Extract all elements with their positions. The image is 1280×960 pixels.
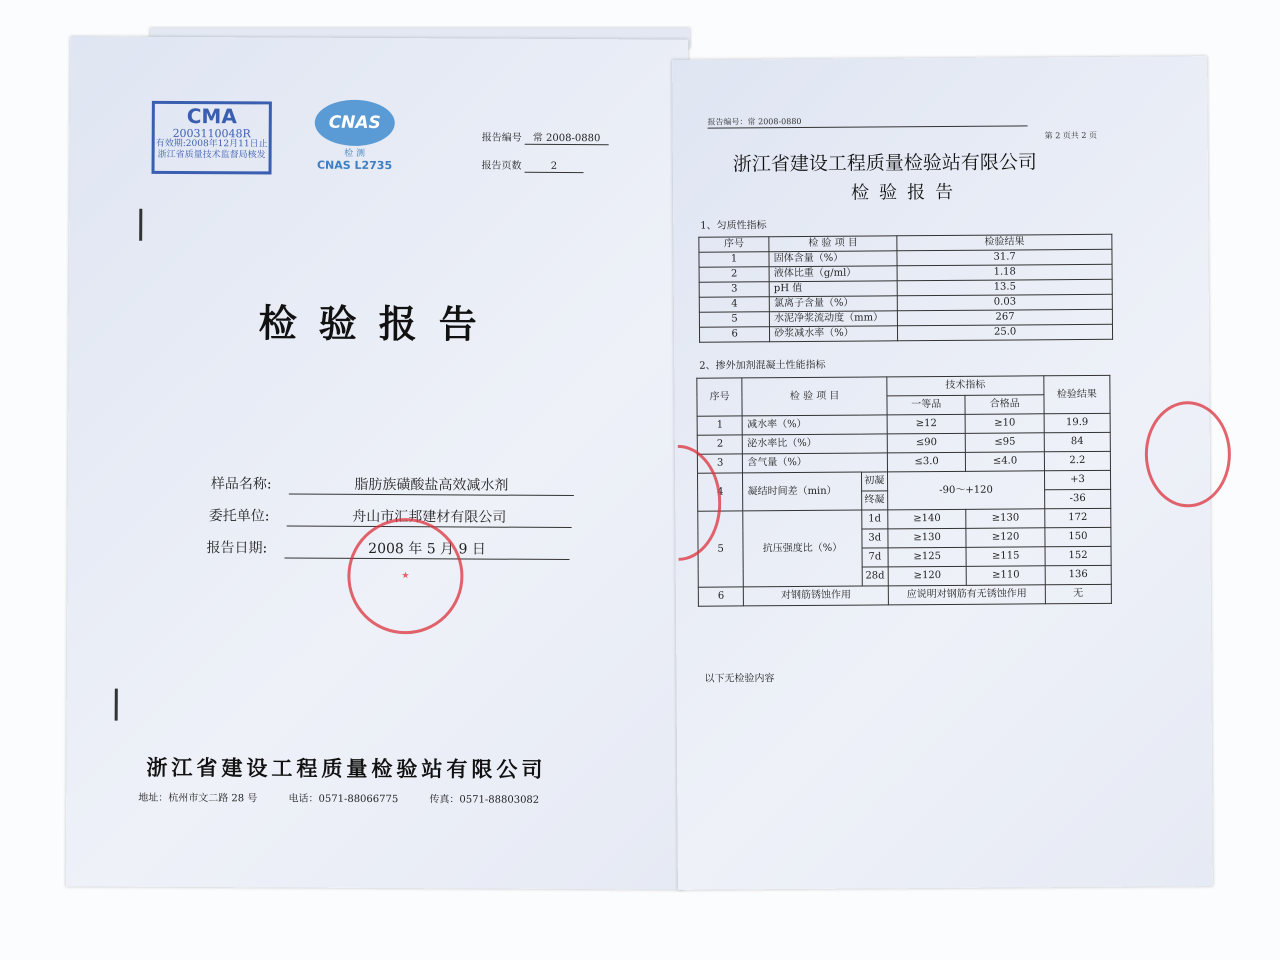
table-cell: ≥120 [888,566,967,586]
report-pages-value: 2 [525,161,583,173]
col-header: 技术指标 [887,376,1044,396]
header-report-number: 报告编号：常 2008-0880 [708,115,1028,128]
report-results-page [672,56,1213,890]
table-cell: 2 [697,435,743,454]
field-label: 样品名称: [210,476,272,493]
section2-title: 2、掺外加剂混凝土性能指标 [699,359,826,372]
cma-logo [152,101,272,175]
table-cell: 氯离子含量（%） [769,296,897,312]
address: 地址：杭州市文二路 28 号 [138,792,258,805]
col-header: 检 验 项 目 [742,377,887,416]
cnas-code: CNAS L2735 [316,158,393,173]
col-header: 检验结果 [897,234,1112,250]
table-cell: 136 [1045,565,1111,584]
table-cell: 1d [861,510,887,529]
page-info: 第 2 页共 2 页 [1044,130,1098,141]
fax: 传真：0571-88803082 [429,794,540,806]
table-cell: ≥130 [966,509,1045,529]
table-cell: 3d [861,529,887,548]
field-label: 报告日期: [206,540,268,557]
table-cell: 减水率（%） [743,415,888,435]
section1-title: 1、匀质性指标 [700,220,767,232]
report-number-value: 常 2008-0880 [525,133,609,145]
table-cell: ≤90 [887,433,966,453]
table-cell: 泌水率比（%） [743,434,888,454]
col-header: 序号 [697,378,743,416]
table-cell: 无 [1045,584,1111,603]
table-cell: ≥115 [966,547,1045,567]
cma-mark: CMA [186,103,237,129]
cnas-logo [309,100,399,190]
table-cell: 2.2 [1044,451,1110,470]
table-cell: 6 [699,327,769,342]
table-cell: 水泥净浆流动度（mm） [770,311,898,327]
end-note: 以下无检验内容 [704,673,775,685]
table-cell: ≤3.0 [887,452,966,472]
table-cell: ≥125 [888,547,967,567]
report-number [482,129,609,145]
table-cell: 7d [862,548,888,567]
red-seal-stamp: ★ [347,518,464,635]
report-number-label: 报告编号 [481,132,522,144]
table-cell: 1.18 [897,264,1112,280]
table-cell: 267 [898,309,1113,325]
table-cell: 84 [1044,432,1110,451]
table-cell: 4 [699,297,769,312]
table-cell: 1 [699,252,769,267]
field-value: 脂肪族磺酸盐高效减水剂 [289,474,574,496]
col-header: 合格品 [965,395,1044,415]
table-cell: 3 [699,282,769,297]
report-pages [482,157,584,173]
cma-valid: 有效期:2008年12月11日止 [155,138,268,150]
field-label: 委托单位: [208,508,270,525]
table-cell: -36 [1045,489,1111,508]
binding-mark [139,209,142,241]
field-value: 舟山市汇邦建材有限公司 [287,506,572,528]
report-title: 检验报告 [850,181,964,204]
table-cell: 152 [1045,546,1111,565]
table-cell: ≥120 [966,528,1045,548]
table-cell: 172 [1045,508,1111,527]
cma-code: 2003110048R [172,126,251,141]
table-cell: ≥12 [887,414,966,434]
company-name: 浙江省建设工程质量检验站有限公司 [732,151,1037,176]
homogeneity-table [698,234,1113,343]
table-cell: 25.0 [898,324,1113,340]
table-cell: 砂浆减水率（%） [770,326,898,342]
table-cell: 1 [697,416,743,435]
table-row [698,584,1111,606]
table-cell: pH 值 [769,281,897,297]
company-name: 浙江省建设工程质量检验站有限公司 [146,755,547,782]
cma-issuer: 浙江省质量技术监督局核发 [157,149,266,161]
table-cell: 150 [1045,527,1111,546]
page-title: 检验报告 [258,301,499,347]
concrete-performance-table [696,375,1112,607]
red-seal-stamp [1145,401,1232,508]
table-cell: ≥10 [966,414,1045,434]
table-cell: 初凝 [861,472,887,491]
table-cell: 抗压强度比（%） [743,510,862,587]
table-cell: ≤4.0 [966,452,1045,472]
table-cell: 28d [862,567,888,586]
field-sample-name [211,473,581,495]
table-cell: 6 [698,587,744,606]
report-pages-label: 报告页数 [481,160,522,172]
table-cell: -90～+120 [887,471,1044,510]
table-cell: 5 [698,511,744,587]
table-cell: 31.7 [897,249,1112,265]
table-cell: 终凝 [861,491,887,510]
binding-mark [115,689,118,721]
table-cell: ≥110 [967,566,1046,586]
col-header: 一等品 [887,395,966,415]
table-cell: 3 [697,454,743,473]
table-cell: 液体比重（g/ml） [769,266,897,282]
table-cell: 0.03 [897,294,1112,310]
table-cell: ≥130 [888,528,967,548]
field-value: 2008 年 5 月 9 日 [284,538,569,560]
table-cell: 19.9 [1044,413,1110,432]
col-header: 检验结果 [1044,375,1110,413]
contact-line [138,789,567,806]
col-header: 检 验 项 目 [769,236,897,252]
cnas-sub: 检 测 [344,148,366,159]
table-cell: 2 [699,267,769,282]
table-cell: 凝结时间差（min） [743,472,861,511]
table-cell: ≥140 [888,509,967,529]
table-row [699,324,1112,342]
table-cell: 对钢筋锈蚀作用 [744,586,889,606]
table-cell: 13.5 [897,279,1112,295]
report-cover-page [66,36,688,889]
cnas-mark: CNAS [315,100,395,146]
table-cell: 4 [697,473,743,511]
col-header: 序号 [699,237,769,252]
table-cell: +3 [1044,470,1110,489]
table-cell: 应说明对钢筋有无锈蚀作用 [888,585,1045,605]
table-cell: 固体含量（%） [769,251,897,267]
table-cell: 5 [699,312,769,327]
table-cell: ≤95 [966,433,1045,453]
phone: 电话：0571-88066775 [288,793,399,806]
table-cell: 含气量（%） [743,453,888,473]
